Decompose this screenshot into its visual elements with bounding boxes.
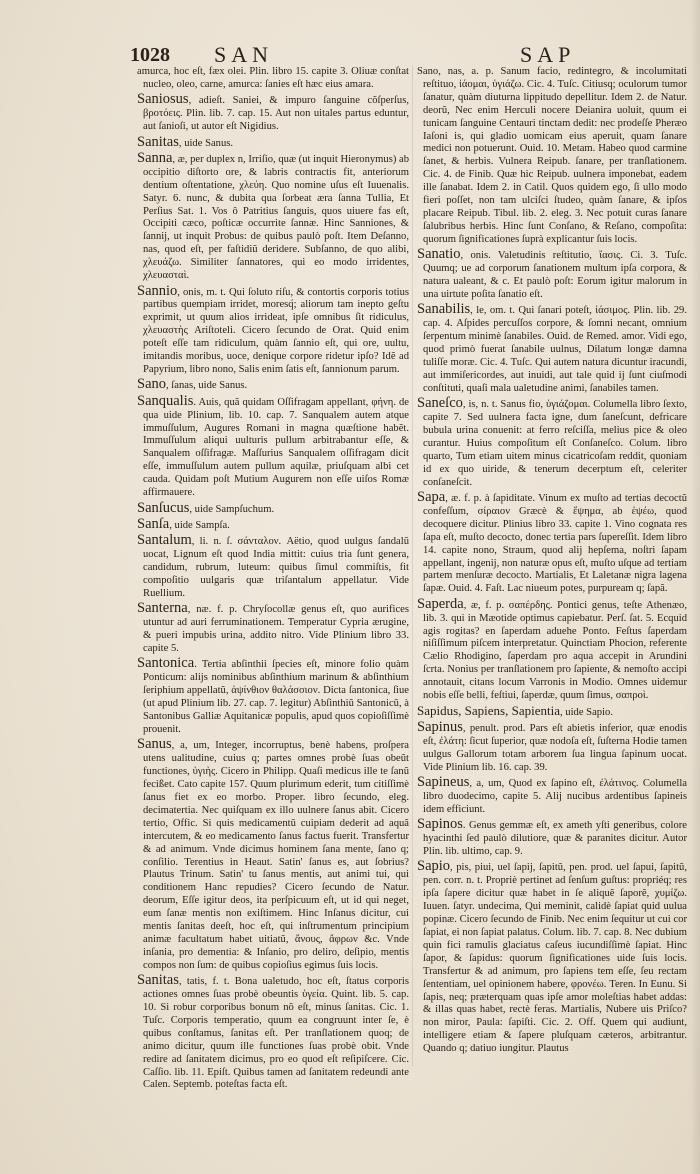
entry-headword: Sapa xyxy=(417,489,446,505)
column-divider xyxy=(412,66,413,1066)
dictionary-entry xyxy=(417,66,687,247)
right-column-heading: SAP xyxy=(520,42,576,67)
dictionary-entry xyxy=(137,392,409,500)
entry-text: , ſanas, uide Sanus. xyxy=(166,380,248,392)
page-edge-shadow xyxy=(690,0,700,1174)
entry-headword: Sapinos xyxy=(417,816,463,833)
dictionary-entry xyxy=(417,718,687,775)
entry-text: , a, um, Quod ex ſapino eſt, ἐλάτινος. Columella libro duodecimo, capite 5. Alij nucibus ardentibus ſapineis idem efficiunt. xyxy=(423,778,687,815)
entry-text: , onis. Valetudinis reſtitutio, ἴασις. Ci. 3. Tuſc. Quumq; ue ad corporum ſanationem multum ipſa corpora, & natura ualeant, & c. Et paulò poſt: Eorum igitur malorum in una uirtute poſita ſanatio eſt. xyxy=(423,250,687,300)
dictionary-entry xyxy=(137,534,409,601)
dictionary-entry xyxy=(137,378,409,393)
entry-text: , pis, piui, uel ſapij, ſapitũ, pen. prod. uel ſapui, ſapitũ, pen. corr. n. t. Propriè pertinet ad ſenſum guſtus: propriéq; res ipſa ſapere dicitur quæ habet in ſe aliquẽ ſaporẽ, χυμίζω. Iuuen. ſatyr. undecima, Qui meminit, calidè ſapiat quid uulua popinæ. Cicero ſecundo de Finib. Nec enim ſequitur ut cui cor ſapiat, ei non ſapiat palatus. Colum. lib. 7. cap. 8. Nec dubium quin fici ramulis glaciatus caſeus iucundiſſimè ſapiat. Hinc ſapor, & ſapidus: quorum ſignificationes uide ſuis locis. Transfertur & ad animum, pro ſapiens tem eſſe, ſeu rectam ſententiam, uel opinionem habere, φρονέω. Teren. In Eunu. Si ſapis, neq; præterquam quas ipſe amor moleſtias habet addas: & illas quas habet, rectè feras. Martialis, Nubere uis Priſco? non miror, Paula: ſapiſti. Cic. 2. Off. Quem qui audiunt, intelligere etiam & ſapere pluſquam cæteros, arbitrantur. Quando q; datiuo iungitur. Plautus xyxy=(423,862,687,1055)
entry-headword: Saperda xyxy=(417,595,464,612)
entry-text: , tatis, f. t. Bona ualetudo, hoc eſt, ſtatus corporis actiones omnes ſuas probè obeuntis ὑγεία. Quint. lib. 5. cap. 10. Si robur corporibus bonum nõ eſt, minus ſanitas. Cic. 1. Tuſc. Corporis temperatio, quum ea congruunt inter ſe, è quibus conſtamus, ſanitas eſt. Per tranſlationem quoq; de animo dicitur, quum ille functiones ſuas probè obit. Vnde redire ad ſanitatem dicimus, pro eo quod eſt reſipiſcere. Cic. Caſſio. lib. 11. Epiſt. Quibus tamen ad ſanitatem redeundi ante Calen. Septemb. poteſtas facta eſt. xyxy=(143,976,409,1091)
entry-text: , a, um, Integer, incorruptus, benè habens, proſpera utens ualitudine, cuius q; partes omnes probè ſuas obeũt functiones, ὑγιὴς. Cicero in Philipp. Quaſi medicus ille te ſanũ fecißet. Cato capite 157. Quum plurimum ederit, tum citiſſimè ſanus fiet ex eo morbo. Proper. libro ſecundo, eleg. decimatertia. Nec quiſquam ex illo uulnere ſanus abit. Cicero tertio, Offic. Si quis medicamentũ cuipiam dederit ad aquã intercutem, & eo medicamento ſanus factus fuerit. Transfertur & ad animum. Vnde dicimus hominem ſana mente, ſano q; conſilio. Terentius in Heaut. Satin' ſanus es, aut ſobrius? Plautus Trinum. Satin' tu ſanus mentis, aut animi tui, qui conditionem Hanc repudies? Cicero ſecundo de Natur. deorum, Eſſe igitur deos, ita perſpicuum eſt, ut id qui neget, eum ſanæ mentis non exiſtimem. Hinc Inſanus dicitur, cui mentis ſanitas deeſt, hoc eſt, qui inſtrumentum principium animæ facultatum habet uitiatũ, ἄνους, ἄφρων &c. Vnde inſania, pro dementia: & Inſanio, pro deliro, deſipio, mentis compos non ſum: de quibus copioſius egimus ſuis locis. xyxy=(143,740,409,971)
dictionary-entry xyxy=(417,397,687,489)
entry-text: amurca, hoc eſt, fæx olei. Plin. libro 15. capite 3. Oliuæ conſtat nucleo, oleo, carne, amurca: ſanies eſt hæc eius amara. xyxy=(137,66,409,90)
right-column xyxy=(417,66,687,1076)
entry-headword: Sapio xyxy=(417,858,451,875)
entry-headword: Sanqualis xyxy=(137,392,194,409)
entry-headword: Sanſa xyxy=(137,515,170,532)
dictionary-entry xyxy=(137,602,409,656)
entry-headword: Sanitas xyxy=(137,972,179,989)
dictionary-entry xyxy=(137,133,409,151)
entry-headword: Sanſucus xyxy=(137,499,190,516)
dictionary-entry xyxy=(137,66,409,92)
dictionary-entry xyxy=(137,499,409,517)
dictionary-entry xyxy=(417,776,687,817)
entry-text: . Genus gemmæ eſt, ex ameth yſti generibus, colore hyacinthi ſed paulò dilutiore, quæ & paranites dicitur. Autor Plin. lib. ultimo, cap. 9. xyxy=(423,820,687,858)
entry-text: . Auis, quã quidam Oſſifragam appellant, φήνη. de qua uide Plinium, lib. 10. cap. 7. Sanqualem autem atque immuſſulum, Augures Romani in magna quæſtione habẽt. Immuſſulum aliqui uulturis pullum arbitrabantur eſſe, & Sanqualem oſſifragæ. Maſſurius Sanqualem oſſifragam dicit eſſe, immuſſulum autem pullum aquilæ, priuſquam albi cet cauda. Quidam poſt Mutium Augurem non eſſe uiſos Romæ affirmauere. xyxy=(143,396,409,499)
entry-text: , li. n. ſ. σάνταλον. Aëtio, quod uulgus ſandalũ uocat, Lignum eſt quod India mittit: cuius tria ſunt genera, candidum, rubrum, luteum: quibus ſimul commiſtis, fit compoſitio uulgaris quæ triſantalum appellatur. Vide Ruellium. xyxy=(143,536,409,599)
page-number: 1028 xyxy=(130,44,170,66)
entry-text: Sano, nas, a. p. Sanum facio, redintegro, & incolumitati reſtituo, ἰάομαι, ὑγιάζω. Cic. 4. Tuſc. Citiusq; oculorum tumor ſanatur, quàm diuturna lippitudo depellitur. Idem 2. de Natur. deorũ, Nec enim Herculi nocere Deianira uoluit, quum ei tunicam ſanguine Centauri tinctam dedit: nec prodeſſe Pheræo Iaſoni is, qui gladio uomicam eius aperuit, quam ſanare medici non potuerunt. Ouid. 10. Metam. Habeo quod carmine ſanet, & herbis. Vulnera Reipub. ſanare, per tranſlationem. Cic. 4. de Finib. Quæ hic Reipub. uulnera imponebat, eadem ille ſanabat. Idem 2. in Catil. Quos quidem ego, ſi ullo modo fieri poſſet, non tam ulciſci ſtudeo, quàm ſanare, & ipſos placare Reipub. Tibul. lib. 2. eleg. 3. Nec potuit curas ſanare ſalubribus herbis. Hinc ſunt Conſano, & Reſano, compoſita: quorum ſignificationes ſuprà explicantur ſuis locis. xyxy=(417,66,687,245)
dictionary-entry xyxy=(417,248,687,302)
entry-headword: Sano xyxy=(137,376,166,393)
dictionary-entry xyxy=(137,93,409,134)
dictionary-entry xyxy=(137,282,409,377)
entry-headword: Santerna xyxy=(137,600,188,617)
entry-text: , æ, per duplex n, Irriſio, quæ (ut inquit Hieronymus) ab occipitio diſtorto ore, & labris contractis fit, anteriorum dentium oſtentatione, χλεύη. Quo nomine uſus eſt Iuuenalis. Satyr. 6. nunc, & dubita qua ſorbeat æra ſanna Tullia, Et Perſius Sat. 1. Vos ô Patritius ſanguis, quos uiuere fas eſt, Occipiti cæco, poſticæ occurrite ſannæ. Hinc Sanniones, & ſannij, ut inquit Probus: de quibus paulò poſt. Item Deſanno, nas, quod eſt, per faſtidiũ deridere. Subſanno, de quo alibi, χλευάζω. Similiter ſannatores, qui eo modo irridentes, χλευασταὶ. xyxy=(143,153,409,282)
dictionary-entry xyxy=(417,595,687,703)
running-header xyxy=(128,42,676,68)
entry-headword: Sanabilis xyxy=(417,301,471,318)
dictionary-entry xyxy=(137,515,409,533)
dictionary-entry xyxy=(417,303,687,395)
entry-headword: Sanitas xyxy=(137,133,179,150)
entry-text: , uide Sanus. xyxy=(178,137,234,149)
dictionary-entry xyxy=(137,738,409,972)
entry-text: , uide Sampſuchum. xyxy=(189,503,275,515)
entry-headword: Sapineus xyxy=(417,774,470,791)
dictionary-entry xyxy=(417,491,687,596)
entry-text: , uide Sapio. xyxy=(560,706,613,718)
entry-text: , uide Sampſa. xyxy=(169,519,230,531)
entry-headword: Sanus xyxy=(137,736,172,753)
entry-text: , æ. f. p. à ſapiditate. Vinum ex muſto ad tertias decoctũ confeſſum, σίραιον Græcè & ἕψημα, ab ἑψέω, quod decoquere dicitur. Plinius libro 33. capite 1. Vino cognata res ſapa eſt, muſto decocto, donec tertia pars ſupereſſit. Idem libro 14. capite nono, Straum, quod alij hepſema, noſtri ſapam appellant, ingenij, non naturæ opus eſt, muſto uſque ad tertiam partem menſuræ decocto. Martialis, Et Laletanæ nigra lagena ſapæ. Ouid. 4. Faſt. Lac niueum potes, purpuream q; ſapã. xyxy=(423,493,687,595)
entry-headword: Saniosus xyxy=(137,91,189,108)
entry-headword: Sapidus, Sapiens, Sapientia xyxy=(417,702,560,718)
entry-text: , penult. prod. Pars eſt abietis inferior, quæ enodis eſt, ἐλάτη: ſicut ſuperior, quæ nodoſa eſt, ſuſterna Hodie tamen uulgus Gallorum totam arborem ſua lingua ſapinum uocat. Vide Plinium lib. 16. cap. 39. xyxy=(423,722,687,773)
dictionary-entry xyxy=(417,702,687,720)
dictionary-entry xyxy=(137,974,409,1092)
left-column-heading: SAN xyxy=(214,42,274,67)
entry-headword: Saneſco xyxy=(417,395,463,412)
entry-text: , is, n. t. Sanus fio, ὑγιάζομαι. Columella libro ſexto, capite 7. Sed uulnera facta igne, dum ſaneſcunt, defricare bubula urina conuenit: at ferro reſciſſa, melius pice & oleo curantur. Huius compoſitum eſt Conſaneſco. Colum. libro quarto, Tum etiam uitem minus cicatricoſam reddit, quoniam id ex quo uiride, & tenerum decerptum eſt, celeriter conſaneſcit. xyxy=(423,399,687,488)
dictionary-entry xyxy=(137,657,409,736)
dictionary-entry xyxy=(417,860,687,1056)
entry-headword: Sanna xyxy=(137,149,173,166)
left-column xyxy=(137,66,409,1091)
entry-text: , le, om. t. Qui ſanari poteſt, ἰάσιμος. Plin. lib. 29. cap. 4. Aſpides percuſſos corpore, & ſomni necant, omnium ſerpentum minimè ſanabiles. Ouid. de Remed. amor. Vidi ego, quod primò fuerat ſanabile uulnus, Dilatum longæ damna tuliſſe moræ. Cic. 4. Tuſc. Qui autem natura dicuntur iracundi, aut immiſericordes, aut inuidi, aut tale quid ij ſunt ciuſmodi conſtituti, quaſi mala ualetudine animi, ſanabiles tamen. xyxy=(423,305,687,394)
entry-text: , æ, f. p. σαπέρδης. Pontici genus, teſte Athenæo, lib. 3. qui in Mæotide optimus capiebatur. Perſ. ſat. 5. Ecquid agis rogitas? en ſaperdam aduehe Ponto. Feſtus ſaperdam niſiſſimum piſcem interpretatur. Quinctiam Phocion, referente Cælio Rhodigino, ſaperdam pro aqua accepit in Arundini ſcrta. Nonius per tranſlationem pro ſapiente, & nemoſto accipi annotauit, citans locum Varronis in Modio. Omnes uidemur nobis eſſe belli, feſtiui, ſaperdæ, quum ſimus, σαπροὶ. xyxy=(423,599,687,702)
entry-headword: Santonica xyxy=(137,655,195,672)
entry-text: , adieſt. Saniei, & impuro ſanguine cõſperſus, βροτόεις. Plin. lib. 7. cap. 15. Aut non uitales partus eduntur, aut ſanioſi, ut autor eſt Nigidius. xyxy=(143,95,409,133)
entry-text: , næ. f. p. Chryſocollæ genus eſt, quo aurifices utuntur ad auri ferruminationem. Temperatur Cypria ærugine, & pueri impubis urina, addito nitro. Vide Plinium libro 33. capite 5. xyxy=(143,604,409,655)
dictionary-entry xyxy=(137,149,409,283)
dictionary-entry xyxy=(417,818,687,859)
entry-text: . Tertia abſinthii ſpecies eſt, minore folio quàm Ponticum: alijs nominibus abſinthium marinum & abſinthium ſeriphium appellatũ, ἀψίνθιον θαλάσσιον. Dicta ſantonica, ſiue (ut apud Plinium lib. 27. cap. 7. legitur) Abſinthiũ Santonicũ, à Santonibus Galliæ Aquitanicæ populis, apud quos copioſiſſimè prouenit. xyxy=(143,659,409,735)
entry-headword: Sanatio xyxy=(417,246,461,263)
entry-headword: Sapinus xyxy=(417,718,463,735)
entry-headword: Sannio xyxy=(137,282,178,299)
entry-text: , onis, m. t. Qui ſoluto riſu, & contortis corporis totius partibus quempiam irridet, moresq́; aliorum tam inepto geſtu exprimit, ut quum alios irrideat, ipſe omnibus ſit ridiculus, χλευαστὴς Ariſtoteli. Cicero ſecundo de Orat. Quid enim poteſt eſſe tam ridiculum, quàm ſannio eſt, qui ore, uultu, imitandis moribus, uoce, denique corpore ridetur ipſo? Idẽ ad Papyrium, libro nono, Salis enim ſatis eſt, ſannionum parum. xyxy=(143,286,409,375)
entry-headword: Santalum xyxy=(137,532,192,549)
